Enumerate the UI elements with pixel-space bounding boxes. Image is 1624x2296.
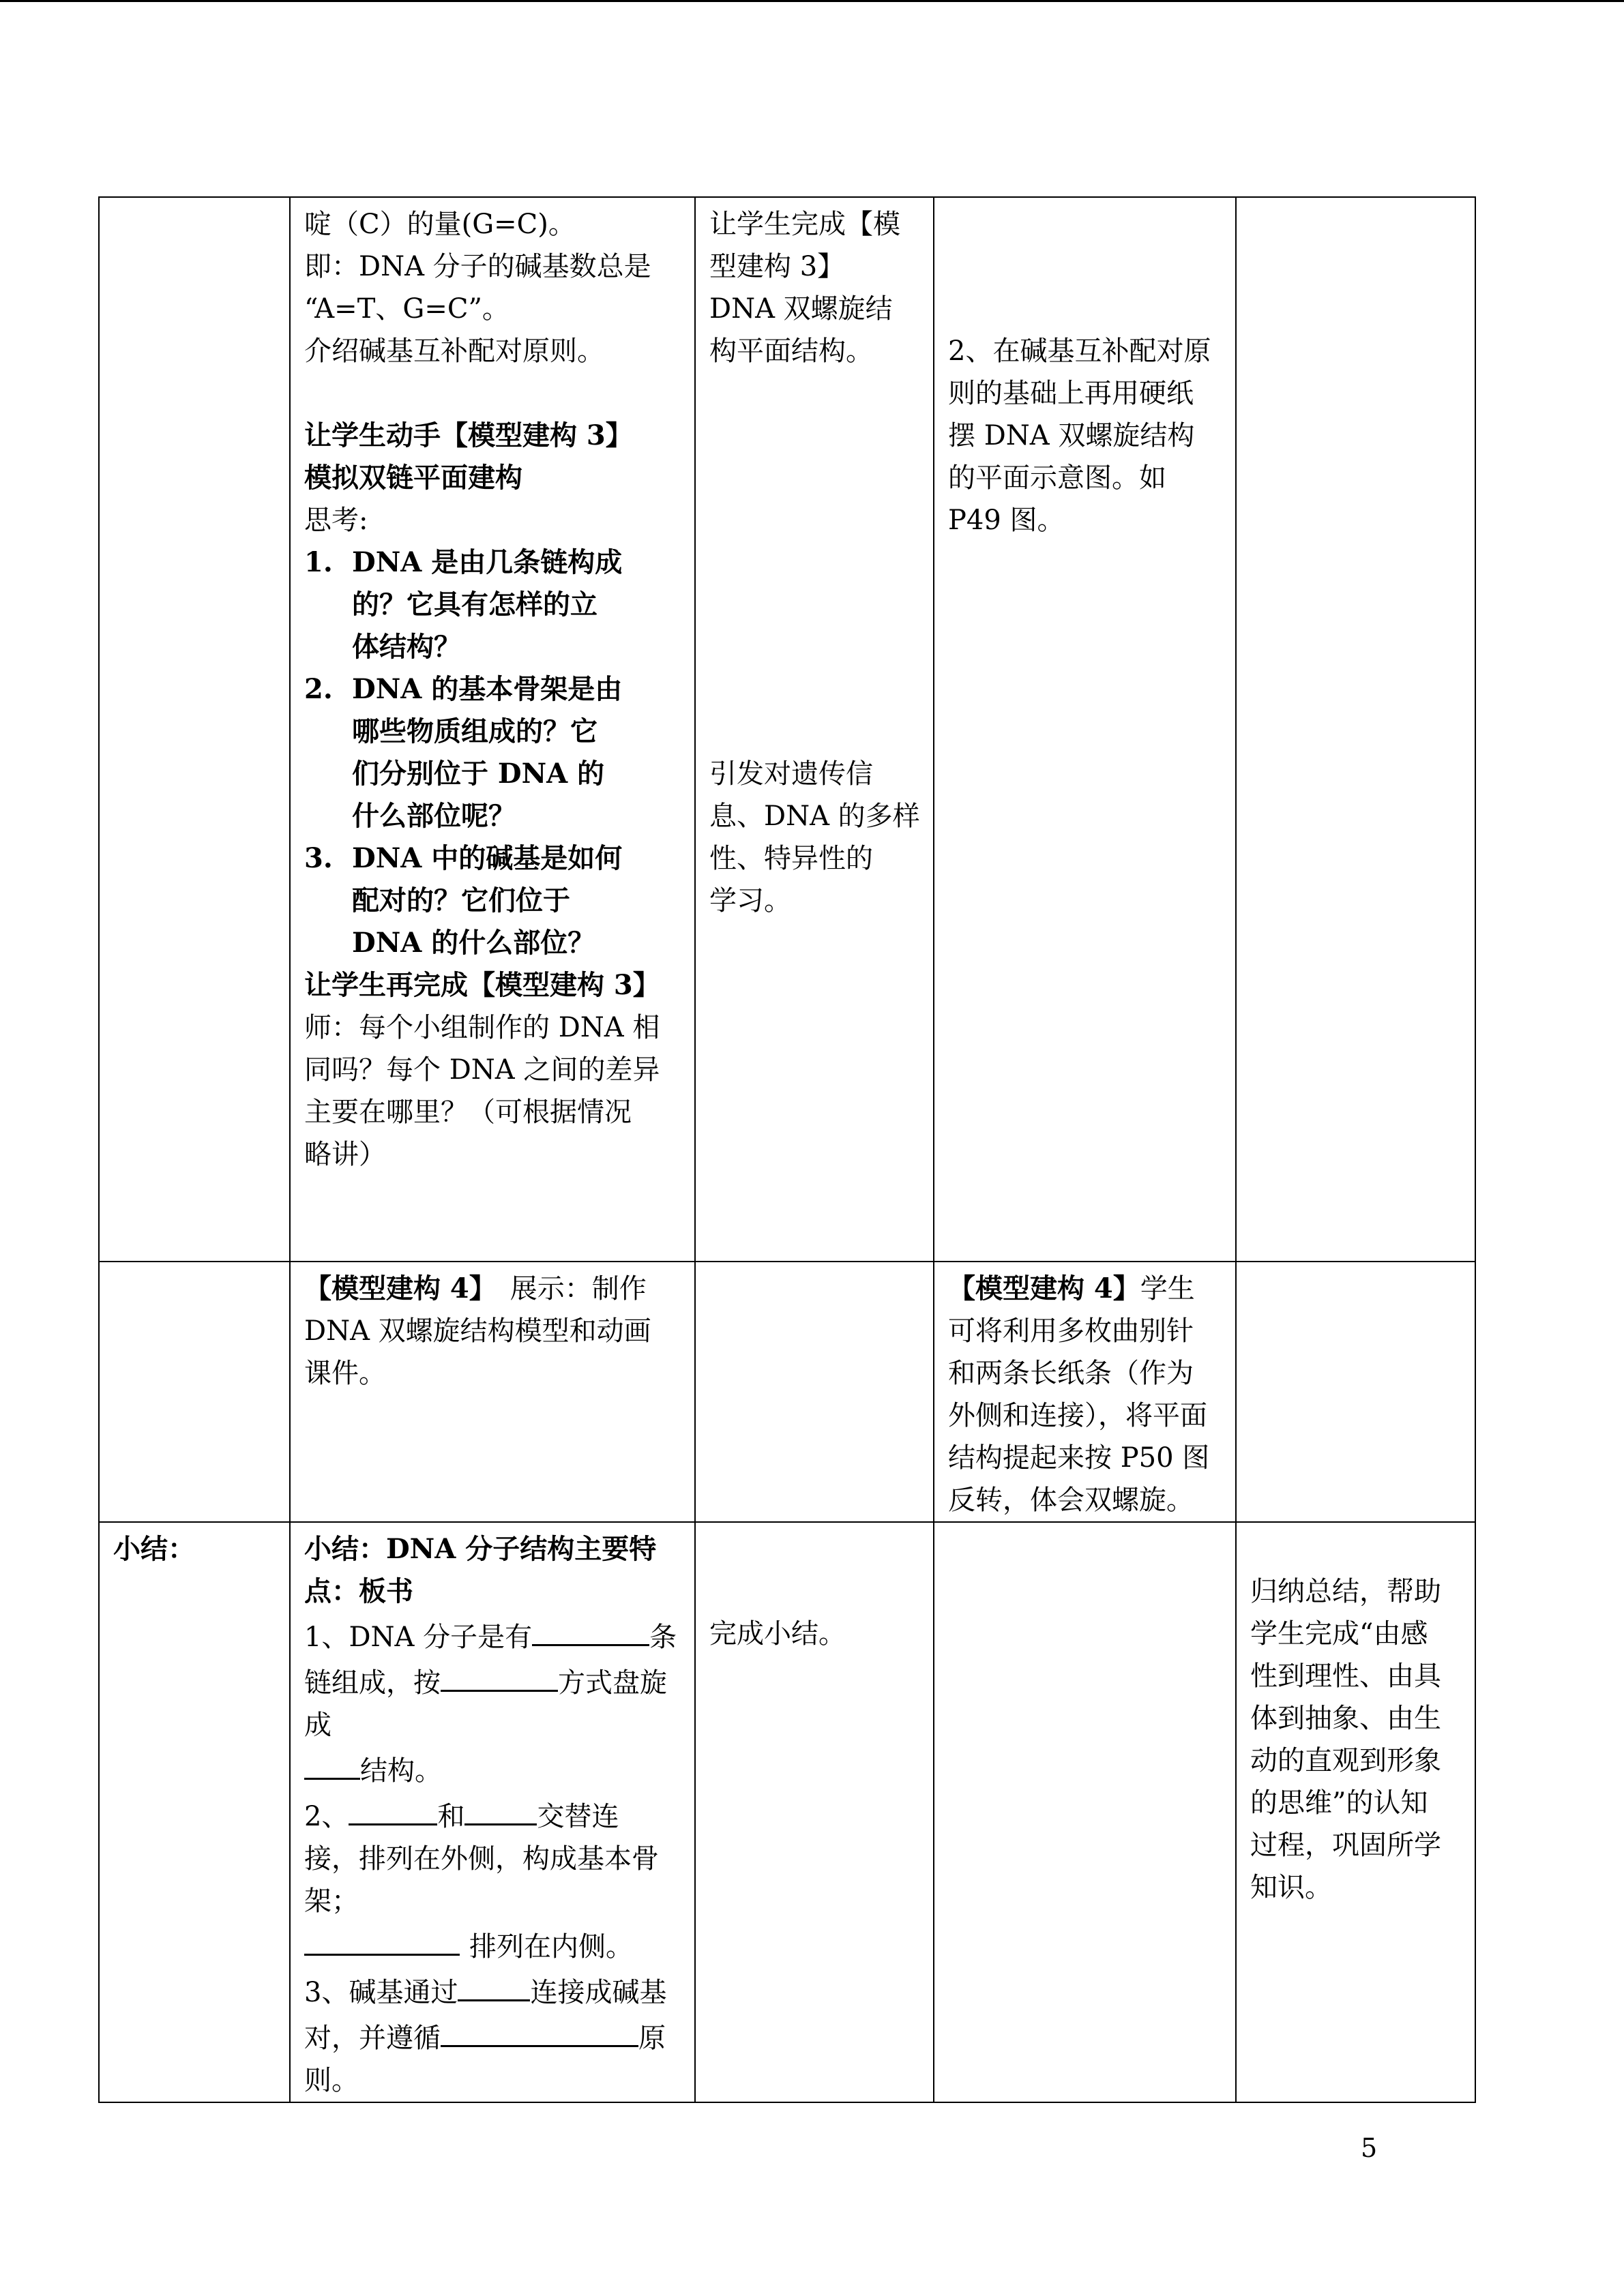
text-span: 2、 xyxy=(304,1801,349,1832)
text-line: 和两条长纸条（作为 xyxy=(948,1358,1194,1389)
text-line: 完成小结。 xyxy=(709,1618,846,1650)
fill-blank xyxy=(441,1658,558,1692)
stage-label: 小结： xyxy=(113,1533,195,1565)
text-line: 构平面结构。 xyxy=(709,336,873,367)
stage-cell xyxy=(99,1522,290,2102)
text-line: 性到理性、由具 xyxy=(1250,1660,1441,1692)
bold-heading: 让学生再完成【模型建构 3】 xyxy=(304,969,660,1001)
bold-heading: 【模型建构 4】 xyxy=(948,1272,1140,1304)
text-line: 架； xyxy=(304,1885,359,1917)
table-row xyxy=(99,197,1475,1262)
question-number: 3. xyxy=(304,842,333,874)
question-line: 体结构？ xyxy=(352,631,461,663)
text-line: 主要在哪里？（可根据情况 xyxy=(304,1097,632,1128)
text-line: 归纳总结，帮助 xyxy=(1250,1576,1441,1607)
text-span: 展示：制作 xyxy=(482,1273,647,1304)
text-span: 3、碱基通过 xyxy=(304,1977,458,2008)
text-span: 连接成碱基 xyxy=(530,1977,667,2008)
text-span: 1、DNA 分子是有 xyxy=(304,1622,533,1653)
text-line: 课件。 xyxy=(304,1358,386,1389)
text-line: 体到抽象、由生 xyxy=(1250,1703,1441,1734)
text-line: 引发对遗传信 xyxy=(709,758,873,790)
text-span: 对，并遵循 xyxy=(304,2023,441,2054)
design-intent-cell xyxy=(695,197,934,1262)
fill-blank xyxy=(532,1613,649,1646)
design-intent-cell xyxy=(695,1262,934,1522)
notes-cell xyxy=(1236,197,1475,1262)
student-activity-cell xyxy=(934,1522,1236,2102)
bold-heading: 小结：DNA 分子结构主要特 xyxy=(304,1533,657,1565)
text-line: 师：每个小组制作的 DNA 相 xyxy=(304,1012,660,1043)
teacher-activity-cell xyxy=(290,1262,695,1522)
bold-heading: 点：板书 xyxy=(304,1575,413,1607)
text-line: 动的直观到形象 xyxy=(1250,1745,1441,1776)
text-line: 外侧和连接），将平面 xyxy=(948,1400,1207,1431)
question-line: 们分别位于 DNA 的 xyxy=(352,758,605,790)
bold-heading: 模拟双链平面建构 xyxy=(304,462,522,494)
question-list xyxy=(304,541,681,964)
text-line: 息、DNA 的多样 xyxy=(709,801,920,832)
page-number: 5 xyxy=(1361,2133,1378,2163)
teacher-activity-cell xyxy=(290,197,695,1262)
text-line: 则。 xyxy=(304,2065,359,2096)
stage-cell xyxy=(99,197,290,1262)
fill-blank xyxy=(441,2014,638,2047)
question-number: 1. xyxy=(304,546,333,578)
fill-blank xyxy=(304,1746,360,1780)
text-span: 原 xyxy=(638,2023,666,2054)
question-line: DNA 中的碱基是如何 xyxy=(352,842,623,874)
text-line: 反转，体会双螺旋。 xyxy=(948,1485,1194,1516)
text-line: 的平面示意图。如 xyxy=(948,462,1166,494)
page-top-border xyxy=(0,0,1624,2)
question-line: DNA 是由几条链构成 xyxy=(352,546,623,578)
lesson-plan-table xyxy=(98,196,1476,2103)
bold-heading: 让学生动手【模型建构 3】 xyxy=(304,419,633,451)
text-line: “A=T、G=C”。 xyxy=(304,293,510,325)
text-line: 成 xyxy=(304,1710,331,1741)
text-span: 条 xyxy=(649,1622,677,1653)
text-span: 和 xyxy=(437,1801,465,1832)
text-line: 摆 DNA 双螺旋结构 xyxy=(948,420,1195,451)
text-span: 链组成，按 xyxy=(304,1667,441,1699)
text-line: 性、特异性的 xyxy=(709,843,873,874)
table-row xyxy=(99,1522,1475,2102)
text-line: 2、在碱基互补配对原 xyxy=(948,336,1211,367)
question-line: 什么部位呢？ xyxy=(352,800,516,832)
text-line: P49 图。 xyxy=(948,505,1065,536)
teacher-activity-cell xyxy=(290,1522,695,2102)
text-line: 即：DNA 分子的碱基数总是 xyxy=(304,251,651,282)
text-span: 结构。 xyxy=(360,1755,442,1787)
notes-cell xyxy=(1236,1522,1475,2102)
text-line: 过程，巩固所学 xyxy=(1250,1830,1441,1861)
fill-blank xyxy=(458,1968,530,2001)
table-row xyxy=(99,1262,1475,1522)
text-line: 介绍碱基互补配对原则。 xyxy=(304,336,604,367)
text-line: 学习。 xyxy=(709,885,791,916)
text-line: 略讲） xyxy=(304,1139,386,1170)
question-line: 的？它具有怎样的立 xyxy=(352,588,597,621)
text-line: DNA 双螺旋结构模型和动画 xyxy=(304,1315,651,1347)
question-number: 2. xyxy=(304,673,333,705)
text-line: 可将利用多枚曲别针 xyxy=(948,1315,1194,1347)
text-line: 让学生完成【模 xyxy=(709,209,900,240)
text-line: 则的基础上再用硬纸 xyxy=(948,378,1194,409)
text-span: 方式盘旋 xyxy=(558,1667,667,1699)
text-line: 学生完成“由感 xyxy=(1250,1618,1428,1650)
text-line: 同吗？每个 DNA 之间的差异 xyxy=(304,1054,660,1086)
notes-cell xyxy=(1236,1262,1475,1522)
text-line: 啶（C）的量(G=C)。 xyxy=(304,209,576,240)
question-item xyxy=(304,668,681,837)
text-span: 学生 xyxy=(1140,1273,1195,1304)
text-line: 接，排列在外侧，构成基本骨 xyxy=(304,1843,659,1875)
question-item xyxy=(304,837,681,964)
bold-heading: 【模型建构 4】 xyxy=(304,1272,483,1304)
text-line: 型建构 3】 xyxy=(709,251,845,282)
student-activity-cell xyxy=(934,1262,1236,1522)
question-line: DNA 的什么部位？ xyxy=(352,927,595,959)
fill-blank xyxy=(304,1922,460,1956)
stage-cell xyxy=(99,1262,290,1522)
student-activity-cell xyxy=(934,197,1236,1262)
text-line: 结构提起来按 P50 图 xyxy=(948,1442,1210,1474)
question-line: 配对的？它们位于 xyxy=(352,884,570,916)
question-line: DNA 的基本骨架是由 xyxy=(352,673,623,705)
design-intent-cell xyxy=(695,1522,934,2102)
question-line: 哪些物质组成的？它 xyxy=(352,715,597,747)
question-item xyxy=(304,541,681,668)
text-span: 交替连 xyxy=(537,1801,619,1832)
text-span: 排列在内侧。 xyxy=(469,1931,633,1963)
text-line: 的思维”的认知 xyxy=(1250,1787,1428,1819)
fill-blank xyxy=(349,1792,437,1825)
text-line: 知识。 xyxy=(1250,1872,1332,1903)
think-label: 思考: xyxy=(304,505,368,536)
text-line: DNA 双螺旋结 xyxy=(709,293,893,325)
fill-blank xyxy=(464,1792,537,1825)
